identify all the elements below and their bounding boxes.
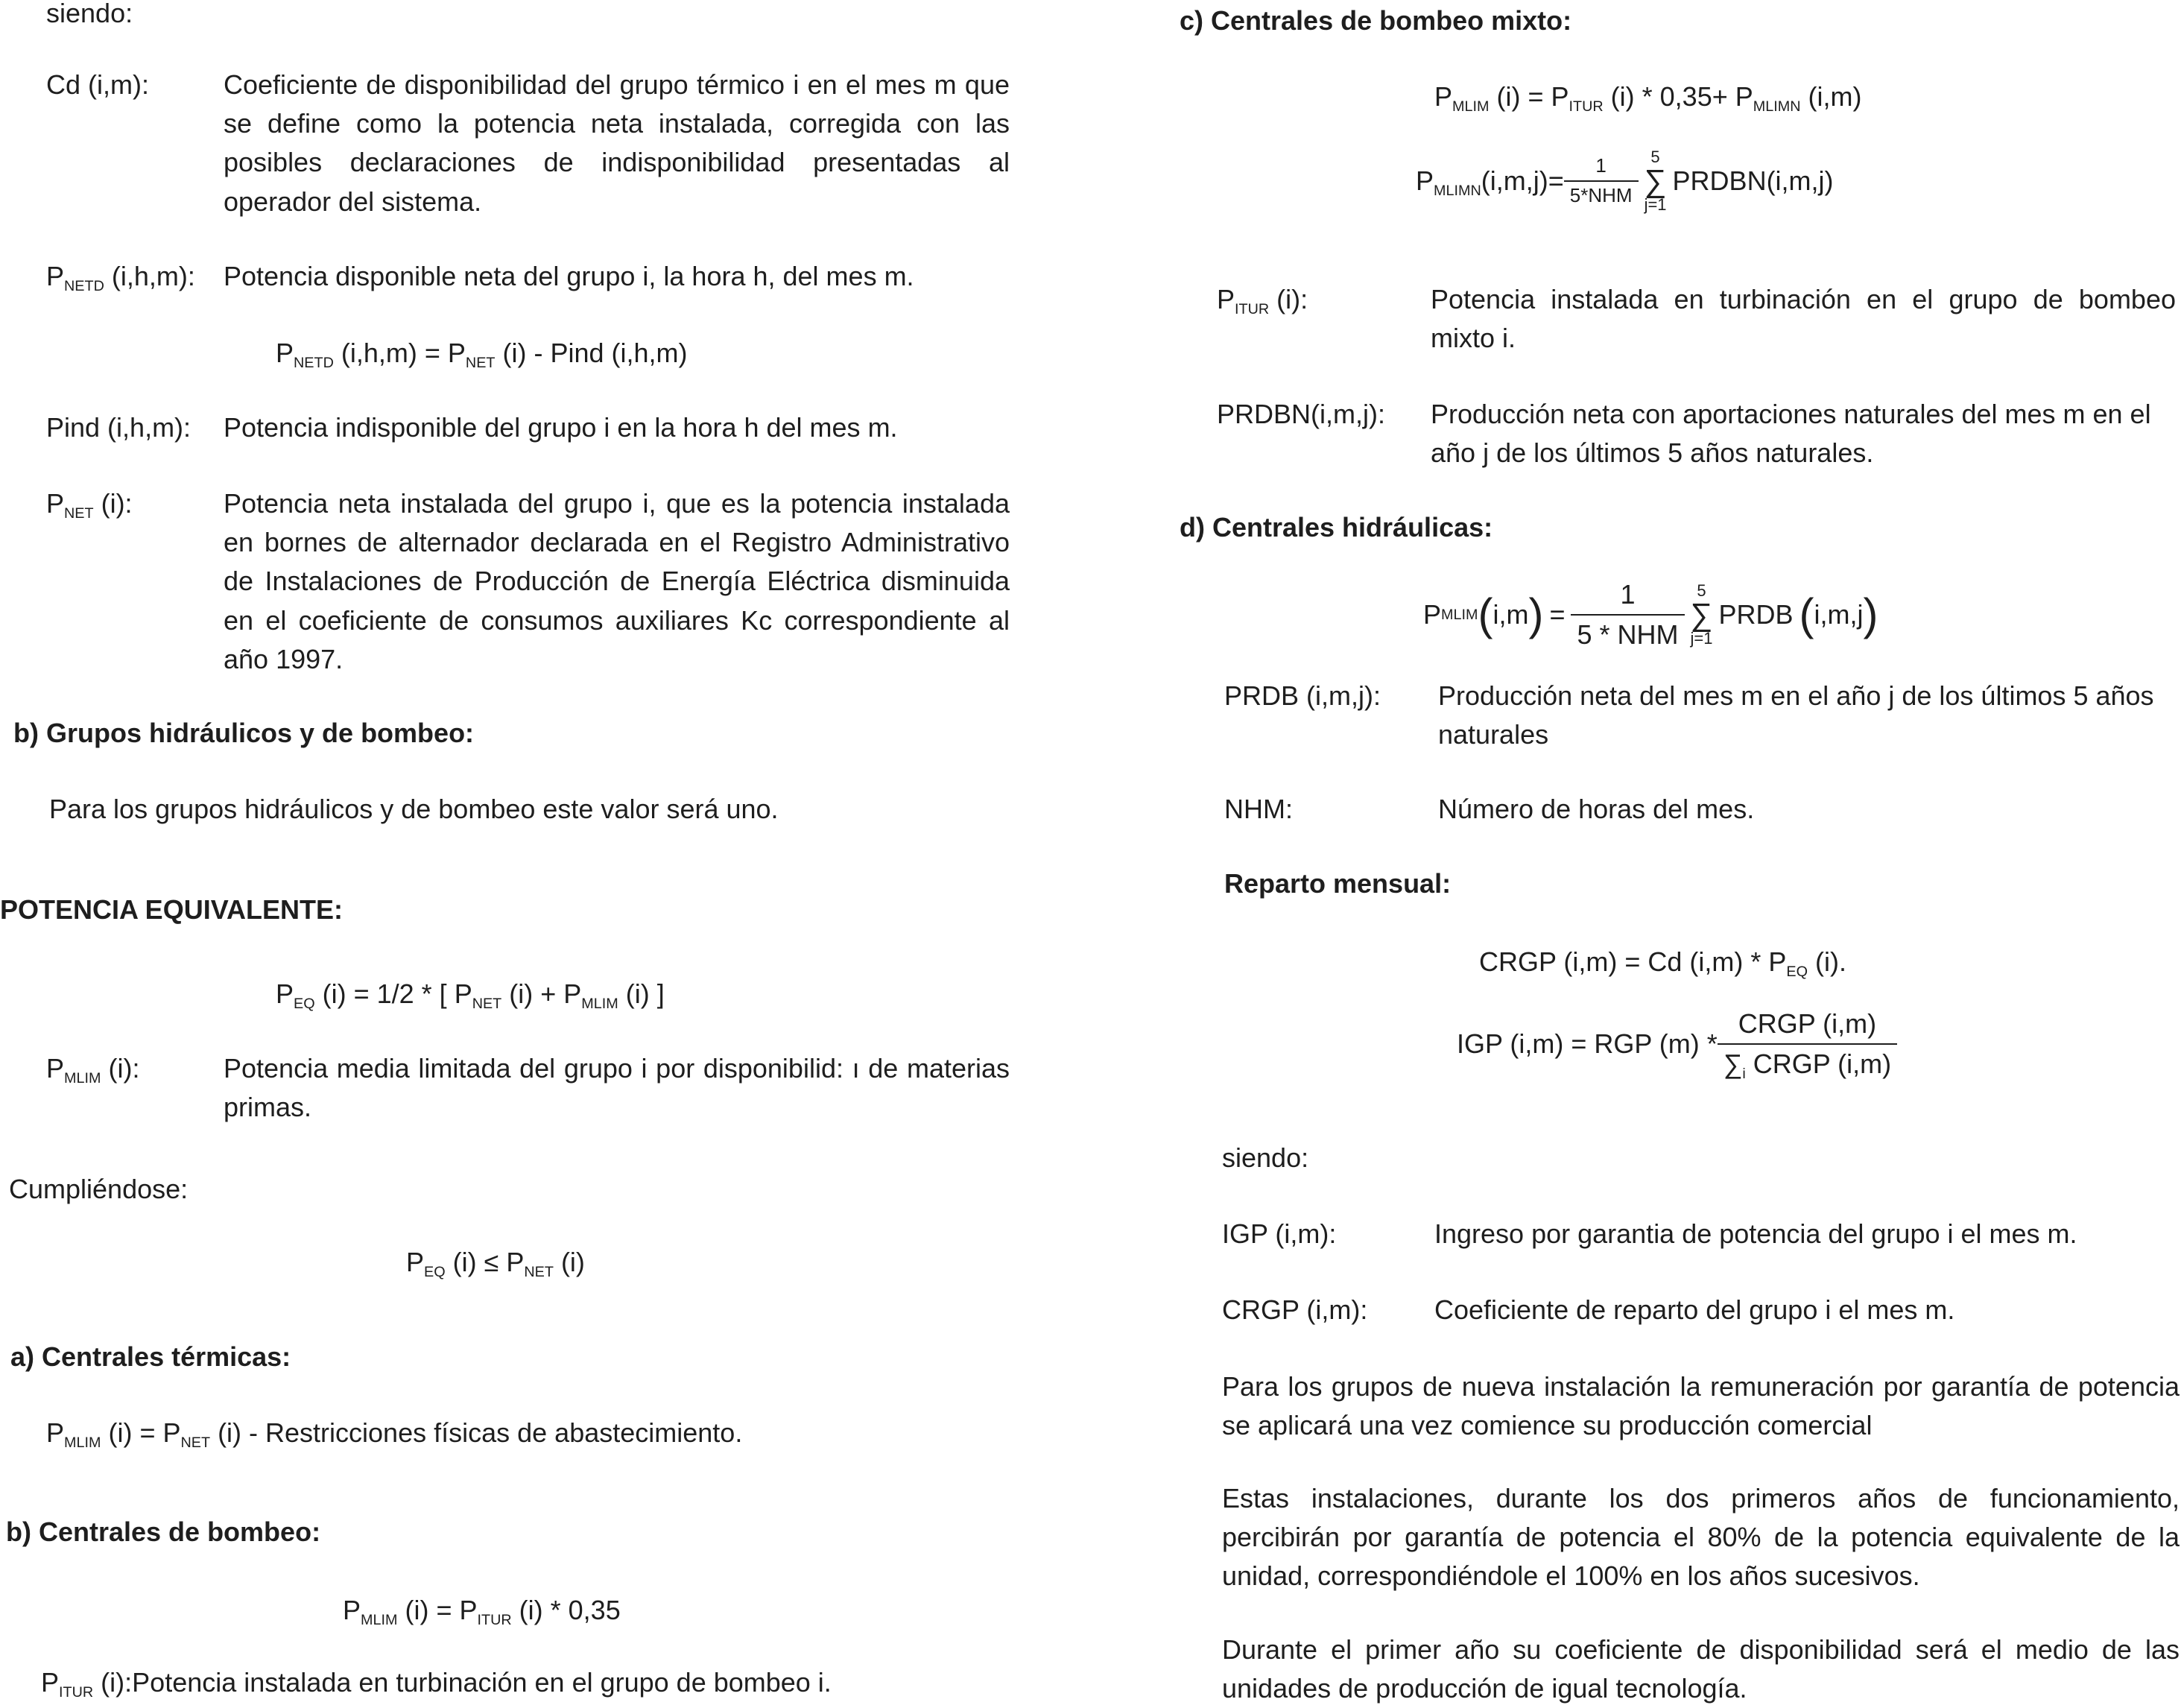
hidraulicas-formula: P MLIM ( i,m ) = $\frac{1}{\text{5 * NHM}}$ 5 ∑ j=1 PRDB ( i,m,j ) xyxy=(1423,575,1878,654)
pnetd-description: Potencia disponible neta del grupo i, la hora h, del mes m. xyxy=(224,261,914,291)
hidraulicas-fraction: $\frac{1}{\text{5 * NHM}}$ xyxy=(1571,575,1684,654)
cumpliendose-label: Cumpliéndose: xyxy=(9,1174,189,1204)
prdb-term: PRDB (i,m,j): xyxy=(1224,680,1381,711)
nhm-term: NHM: xyxy=(1224,794,1293,824)
bombeo-formula: $P_{MLIM}$ $(i) = P_{ITUR}$ (i) * 0,35 xyxy=(343,1595,621,1628)
pnet-term: $P_{NET}$ (i): xyxy=(46,488,133,522)
pnet-description: Potencia neta instalada del grupo i, que es la potencia instalada en bornes de alternador declarada en el Registro Administrativo de Instalaciones de Producción de Energía Eléctrica disminuida en el coeficiente de consumos auxiliares Kc correspondiente al año 1997. xyxy=(224,488,1010,674)
pind-term: Pind (i,h,m): xyxy=(46,412,191,443)
igp-formula: IGP (i,m) = RGP (m) * $\frac{\text{CRGP (i,m)}}{\sum_i CRGP (i,m)}$ xyxy=(1457,1005,1897,1084)
nhm-description: Número de horas del mes. xyxy=(1438,794,1755,824)
mixto-summation: 5 ∑ j=1 xyxy=(1644,148,1667,214)
pitur-definition: $P_{ITUR}$ (i):Potencia instalada en turbinación en el grupo de bombeo i. xyxy=(41,1667,832,1701)
cd-description: Coeficiente de disponibilidad del grupo térmico i en el mes m que se define como la potencia neta instalada, corregida con las posibles declaraciones de indisponibilidad presentadas al operador del sistema. xyxy=(224,69,1010,217)
pnetd-term: $P_{NETD}$ (i,h,m): xyxy=(46,261,195,294)
section-b-heading: b) Grupos hidráulicos y de bombeo: xyxy=(13,718,475,748)
igp-description: Ingreso por garantia de potencia del grupo i el mes m. xyxy=(1434,1218,2077,1249)
prdbn-description: Producción neta con aportaciones naturales del mes m en el año j de los últimos 5 años naturales. xyxy=(1431,399,2151,469)
section-a-formula: $P_{MLIM}$ $(i) = P_{NET}$ (i) - Restricciones físicas de abastecimiento. xyxy=(46,1417,743,1451)
crgp-term: CRGP (i,m): xyxy=(1222,1294,1368,1325)
paragraph-primer-ano: Durante el primer año su coeficiente de disponibilidad será el medio de las unidades de producción de igual tecnología. xyxy=(1222,1634,2180,1704)
crgp-formula: CRGP (i,m) = Cd $(i,m) * P_{EQ}$ (i). xyxy=(1479,946,1846,980)
siendo-label: siendo: xyxy=(46,0,133,28)
mixto-pitur-term: $P_{ITUR}$ (i): xyxy=(1217,284,1308,317)
peq-formula: $P_{EQ}$ (i) = 1/2 * [ $P_{NET}$ $(i) + P_{MLIM}$ (i) ] xyxy=(276,978,665,1012)
reparto-mensual-heading: Reparto mensual: xyxy=(1224,868,1452,899)
prdb-description: Producción neta del mes m en el año j de los últimos 5 años naturales xyxy=(1438,680,2154,750)
section-bombeo-heading: b) Centrales de bombeo: xyxy=(6,1516,321,1547)
pmlim-term: $P_{MLIM}$ (i): xyxy=(46,1053,140,1087)
pnetd-formula: $P_{NETD}$ $(i,h,m) = P_{NET}$ (i) - Pind (i,h,m) xyxy=(276,338,688,371)
mixto-fraction: $\frac{1}{\text{5*NHM}}$ xyxy=(1564,152,1639,209)
prdbn-term: PRDBN(i,m,j): xyxy=(1217,399,1385,429)
cd-term: Cd (i,m): xyxy=(46,69,149,100)
section-b-text: Para los grupos hidráulicos y de bombeo este valor será uno. xyxy=(49,794,779,824)
igp-term: IGP (i,m): xyxy=(1222,1218,1337,1249)
section-d-heading: d) Centrales hidráulicas: xyxy=(1180,512,1493,543)
crgp-description: Coeficiente de reparto del grupo i el mes m. xyxy=(1434,1294,1955,1325)
potencia-equivalente-heading: POTENCIA EQUIVALENTE: xyxy=(0,894,344,925)
mixto-formula-2: $P_{MLIMN}(i,m,j)=$ $\frac{1}{\text{5*NHM}}$ 5 ∑ j=1 PRDBN(i,m,j) xyxy=(1416,148,1834,214)
right-siendo-label: siendo: xyxy=(1222,1142,1309,1173)
inequality-formula: $P_{EQ}$ $(i) \le P_{NET}$ (i) xyxy=(406,1247,585,1280)
igp-fraction: $\frac{\text{CRGP (i,m)}}{\sum_i CRGP (i,m)}$ xyxy=(1718,1005,1897,1084)
section-a-heading: a) Centrales térmicas: xyxy=(10,1341,291,1372)
hidraulicas-summation: 5 ∑ j=1 xyxy=(1690,581,1713,648)
section-c-heading: c) Centrales de bombeo mixto: xyxy=(1180,5,1572,36)
mixto-pitur-description: Potencia instalada en turbinación en el grupo de bombeo mixto i. xyxy=(1431,284,2176,354)
paragraph-primeros-anos: Estas instalaciones, durante los dos primeros años de funcionamiento, percibirán por garantía de potencia el 80% de la potencia equivalente de la unidad, correspondiéndole el 100% en los años sucesivos. xyxy=(1222,1483,2180,1592)
mixto-formula-1: $P_{MLIM}$ $(i) = P_{ITUR}$ $(i) * 0,35+ P_{MLIMN}$ (i,m) xyxy=(1434,81,1862,115)
pmlim-description: Potencia media limitada del grupo i por disponibilid: ı de materias primas. xyxy=(224,1053,1010,1123)
paragraph-nueva-instalacion: Para los grupos de nueva instalación la remuneración por garantía de potencia se aplicará una vez comience su producción comercial xyxy=(1222,1371,2180,1441)
pind-description: Potencia indisponible del grupo i en la hora h del mes m. xyxy=(224,412,898,443)
